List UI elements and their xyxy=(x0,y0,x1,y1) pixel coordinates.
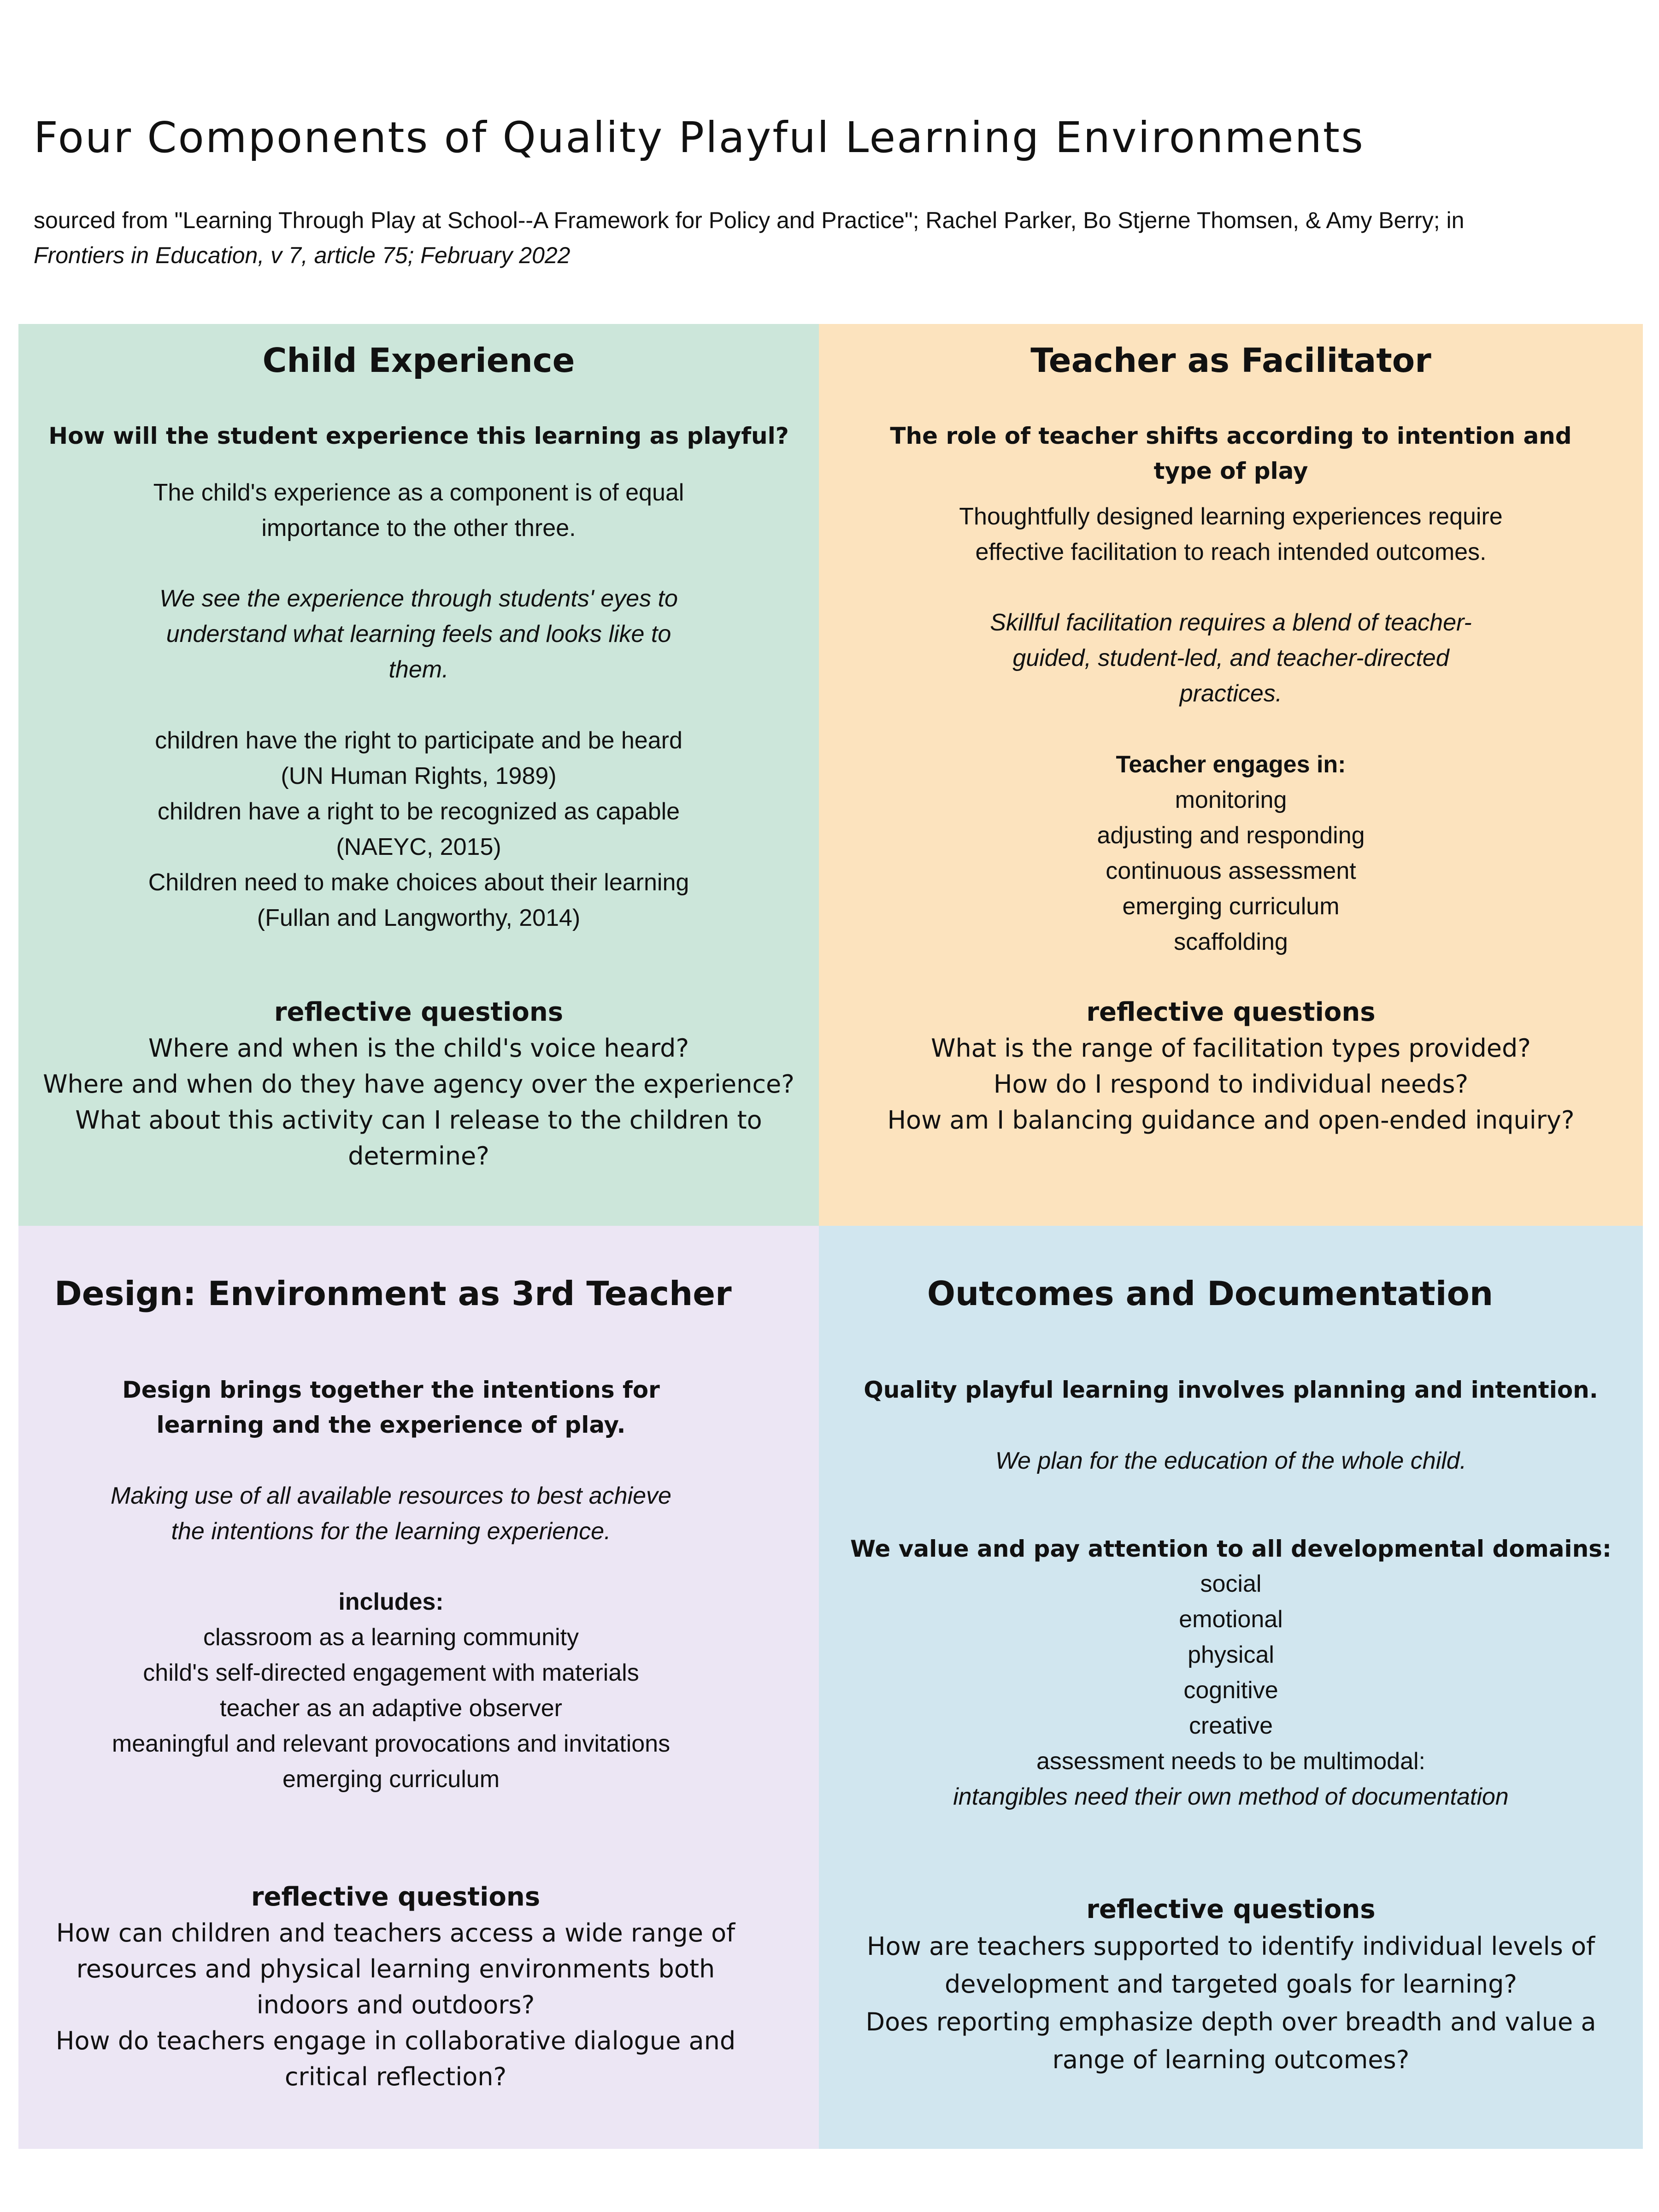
design-rq-3: indoors and outdoors? xyxy=(256,1990,535,2019)
child-experience-p2-l2: understand what learning feels and looks like to xyxy=(166,621,671,647)
child-experience-p1-l2: importance to the other three. xyxy=(261,515,576,541)
design-includes-3: teacher as an adaptive observer xyxy=(220,1695,562,1722)
design-p1-l1: Making use of all available resources to best achieve xyxy=(111,1483,671,1509)
teacher-rq-3: How am I balancing guidance and open-ended inquiry? xyxy=(887,1106,1575,1135)
outcomes-domain-3: physical xyxy=(1188,1641,1274,1668)
teacher-rq-heading: reflective questions xyxy=(1086,997,1376,1027)
teacher-p1-l1: Thoughtfully designed learning experiences require xyxy=(959,503,1503,530)
child-rq-heading: reflective questions xyxy=(274,997,564,1027)
design-rq-1: How can children and teachers access a wide range of xyxy=(56,1918,735,1947)
child-experience-heading: Child Experience xyxy=(262,341,575,380)
teacher-rq-2: How do I respond to individual needs? xyxy=(993,1070,1469,1099)
outcomes-heading: Outcomes and Documentation xyxy=(927,1274,1494,1313)
source-line-2: Frontiers in Education, v 7, article 75; February 2022 xyxy=(34,242,571,268)
design-includes-4: meaningful and relevant provocations and invitations xyxy=(112,1730,671,1757)
child-experience-question: How will the student experience this learning as playful? xyxy=(48,423,789,449)
teacher-engages-label: Teacher engages in: xyxy=(1116,751,1346,778)
child-experience-p2-l3: them. xyxy=(388,656,449,683)
child-rights-l1: children have the right to participate and be heard xyxy=(155,727,682,754)
child-experience-p1-l1: The child's experience as a component is of equal xyxy=(153,479,684,506)
outcomes-question: Quality playful learning involves planning and intention. xyxy=(864,1377,1598,1403)
design-includes-2: child's self-directed engagement with materials xyxy=(143,1659,639,1686)
outcomes-rq-1: How are teachers supported to identify individual levels of xyxy=(866,1932,1595,1961)
child-rights-l4: (NAEYC, 2015) xyxy=(336,834,501,860)
design-heading: Design: Environment as 3rd Teacher xyxy=(54,1274,732,1313)
child-rights-l3: children have a right to be recognized as capable xyxy=(157,798,680,825)
outcomes-domain-4: cognitive xyxy=(1183,1677,1278,1704)
outcomes-rq-2: development and targeted goals for learning? xyxy=(944,1970,1518,1999)
page-title: Four Components of Quality Playful Learning Environments xyxy=(34,113,1365,162)
teacher-engages-3: continuous assessment xyxy=(1106,858,1356,884)
teacher-p1-l2: effective facilitation to reach intended outcomes. xyxy=(975,539,1487,565)
teacher-p2-l2: guided, student-led, and teacher-directed xyxy=(1012,645,1449,671)
teacher-p2-l3: practices. xyxy=(1179,680,1282,707)
outcomes-domains-label: We value and pay attention to all developmental domains: xyxy=(850,1535,1612,1562)
child-rights-l2: (UN Human Rights, 1989) xyxy=(281,763,557,789)
outcomes-rq-4: range of learning outcomes? xyxy=(1052,2045,1410,2074)
teacher-engages-2: adjusting and responding xyxy=(1097,822,1365,849)
child-experience-panel xyxy=(18,324,819,1226)
design-includes-5: emerging curriculum xyxy=(282,1766,500,1793)
source-line-1: sourced from "Learning Through Play at School--A Framework for Policy and Practice"; Rachel Parker, Bo Stjerne Thomsen, & Amy Berry; in xyxy=(34,207,1465,233)
child-experience-p2-l1: We see the experience through students' eyes to xyxy=(159,585,678,612)
outcomes-rq-3: Does reporting emphasize depth over breadth and value a xyxy=(865,2007,1596,2036)
design-rq-5: critical reflection? xyxy=(284,2062,507,2091)
teacher-rq-1: What is the range of facilitation types provided? xyxy=(931,1034,1531,1063)
outcomes-domain-1: social xyxy=(1200,1571,1262,1597)
child-rights-l6: (Fullan and Langworthy, 2014) xyxy=(257,905,581,931)
components-grid xyxy=(18,324,1643,2149)
child-rq-1: Where and when is the child's voice heard? xyxy=(148,1034,689,1063)
design-includes-label: includes: xyxy=(338,1588,444,1615)
design-rq-4: How do teachers engage in collaborative dialogue and xyxy=(55,2026,736,2055)
design-p1-l2: the intentions for the learning experience. xyxy=(171,1518,611,1545)
outcomes-panel xyxy=(819,1226,1643,2149)
outcomes-rq-heading: reflective questions xyxy=(1086,1894,1376,1924)
design-includes-1: classroom as a learning community xyxy=(203,1624,579,1651)
design-rq-2: resources and physical learning environments both xyxy=(76,1954,715,1983)
design-panel xyxy=(18,1226,819,2149)
outcomes-assessment: assessment needs to be multimodal: xyxy=(1036,1748,1425,1775)
child-rights-l5: Children need to make choices about their learning xyxy=(148,869,689,896)
teacher-engages-1: monitoring xyxy=(1175,787,1287,813)
teacher-question-l2: type of play xyxy=(1153,458,1308,484)
child-rq-2: Where and when do they have agency over the experience? xyxy=(43,1070,794,1099)
source-citation xyxy=(34,203,1628,273)
design-question-l1: Design brings together the intentions for xyxy=(122,1377,660,1403)
outcomes-p1: We plan for the education of the whole child. xyxy=(995,1447,1467,1474)
outcomes-domain-2: emotional xyxy=(1179,1606,1283,1633)
child-rq-4: determine? xyxy=(348,1141,489,1171)
child-rq-3: What about this activity can I release to the children to xyxy=(75,1106,762,1135)
teacher-engages-5: scaffolding xyxy=(1174,929,1288,955)
outcomes-intangibles: intangibles need their own method of documentation xyxy=(953,1783,1509,1810)
teacher-question-l1: The role of teacher shifts according to intention and xyxy=(890,423,1572,449)
teacher-engages-4: emerging curriculum xyxy=(1122,893,1340,920)
design-question-l2: learning and the experience of play. xyxy=(156,1412,626,1438)
design-rq-heading: reflective questions xyxy=(251,1882,541,1912)
teacher-facilitator-panel xyxy=(819,324,1643,1226)
teacher-p2-l1: Skillful facilitation requires a blend of teacher- xyxy=(990,609,1472,636)
teacher-facilitator-heading: Teacher as Facilitator xyxy=(1030,341,1431,380)
outcomes-domain-5: creative xyxy=(1188,1712,1273,1739)
